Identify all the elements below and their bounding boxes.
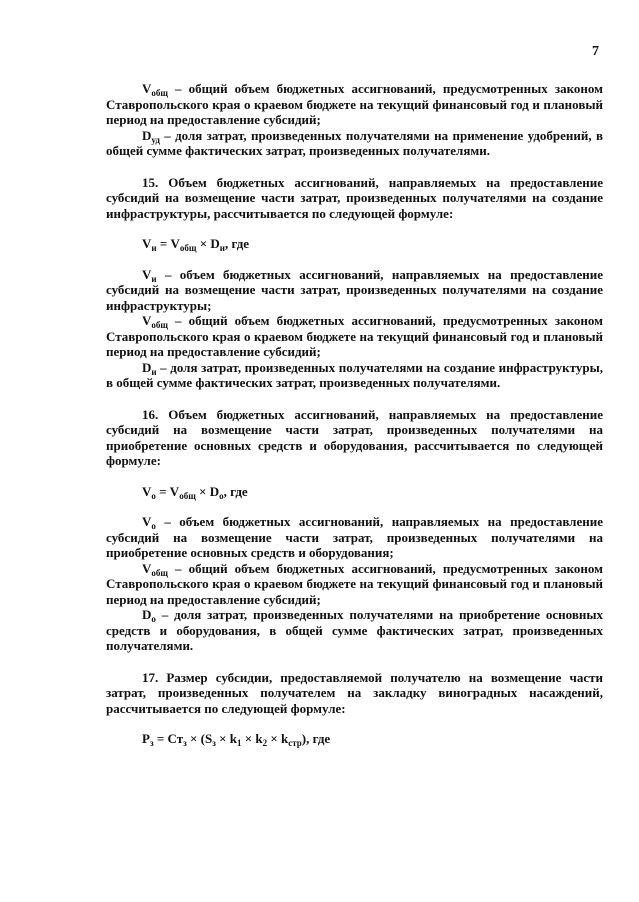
formula-pz: $Р_з = Ст_з \times (S_з \times k_1 \times k_2 \times k_{стр})$, где [142,731,331,748]
definition-d-ud [106,128,603,159]
definition-text: – доля затрат, произведенных получателями на создание инфраструктуры, в общей сумме фактических затрат, произведенных получателями. [106,359,603,390]
definition-v-obsch [106,313,603,360]
symbol: V [142,560,152,576]
clause-16: 16. Объем бюджетных ассигнований, направляемых на предоставление субсидий на возмещение части затрат, произведенных получателями на приобретение основных средств и оборудования, рассчитывается по следующей формуле: [106,406,603,468]
symbol: D [142,127,152,143]
symbol-subscript: уд [151,134,160,145]
definition-d-i [106,360,603,391]
definition-text: – общий объем бюджетных ассигнований, предусмотренных законом Ставропольского края о краевом бюджете на текущий финансовый год и плановый период на предоставление субсидий; [106,560,603,607]
formula-vo: $V_о = V_{общ} \times D_о$, где [142,483,248,501]
symbol-subscript: о [151,521,156,531]
definition-text: – доля затрат, произведенных получателями на применение удобрений, в общей сумме фактических затрат, произведенных получателями. [106,127,603,158]
symbol-subscript: и [151,273,157,284]
symbol-subscript: общ [151,320,168,330]
definition-v-i [106,267,603,314]
symbol-subscript: общ [151,88,168,98]
definition-d-o [106,607,603,654]
definition-v-obsch [106,561,603,608]
definition-text: – доля затрат, произведенных получателями на приобретение основных средств и оборудования, в общей сумме фактических затрат, произведенных получателями. [106,607,603,653]
symbol: D [142,359,152,375]
symbol: V [142,313,152,328]
definition-text: – объем бюджетных ассигнований, направляемых на предоставление субсидий на возмещение части затрат, произведенных получателями на приобретение основных средств и оборудования; [106,514,603,560]
symbol: D [142,607,152,622]
definition-text: – объем бюджетных ассигнований, направляемых на предоставление субсидий на возмещение части затрат, произведенных получателями на создание инфраструктуры; [106,266,603,313]
clause-17: 17. Размер субсидии, предоставляемой получателю на возмещение части затрат, произведенных получателем на закладку виноградных насаждений, рассчитывается по следующей формуле: [106,669,603,716]
symbol: V [142,514,152,529]
definition-text: – общий объем бюджетных ассигнований, предусмотренных законом Ставропольского края о краевом бюджете на текущий финансовый год и плановый период на предоставление субсидий; [106,81,603,127]
symbol-subscript: общ [151,567,168,578]
document-body [106,81,603,747]
symbol-subscript: и [151,366,157,377]
formula-vi: $V_и = V_{общ} \times D_и$, где [142,236,250,253]
page-number: 7 [592,44,599,59]
symbol: V [142,81,152,96]
definition-v-o [106,514,603,561]
definition-text: – общий объем бюджетных ассигнований, предусмотренных законом Ставропольского края о краевом бюджете на текущий финансовый год и плановый период на предоставление субсидий; [106,313,603,359]
clause-15: 15. Объем бюджетных ассигнований, направляемых на предоставление субсидий на возмещение части затрат, произведенных получателями на создание инфраструктуры, рассчитывается по следующей формуле: [106,174,603,221]
definition-v-obsch [106,81,603,128]
symbol: V [142,266,152,282]
symbol-subscript: о [151,614,156,624]
